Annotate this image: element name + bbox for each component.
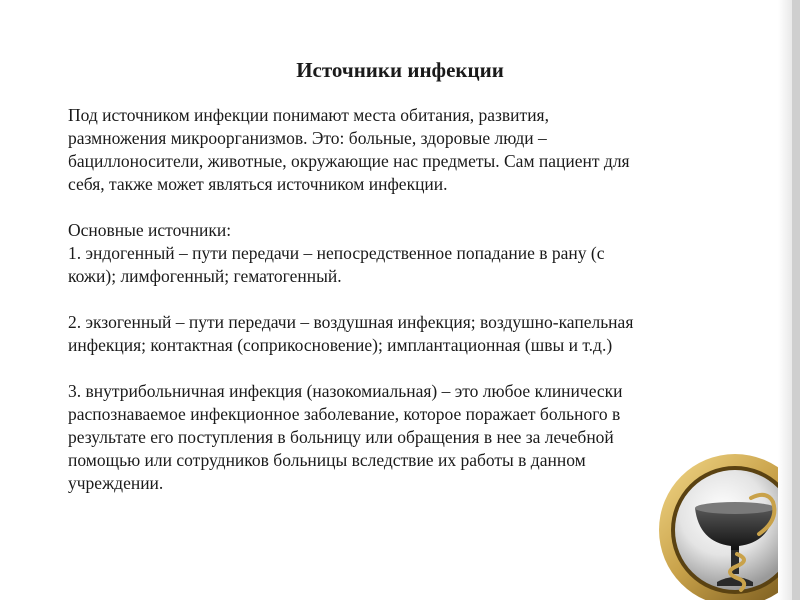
- item-3-line: 3. внутрибольничная инфекция (назокомиальная) – это любое клинически: [68, 381, 623, 401]
- item-3-block: [68, 380, 728, 495]
- intro-line: размножения микроорганизмов. Это: больные, здоровые люди –: [68, 128, 547, 148]
- paragraph-gap: [68, 357, 728, 380]
- intro-paragraph: [68, 104, 728, 196]
- intro-line: себя, также может являться источником инфекции.: [68, 174, 448, 194]
- paragraph-gap: [68, 196, 728, 219]
- intro-line: Под источником инфекции понимают места обитания, развития,: [68, 105, 549, 125]
- item-1-line: 1. эндогенный – пути передачи – непосредственное попадание в рану (с: [68, 243, 605, 263]
- bowl-of-hygieia-icon: [655, 450, 800, 600]
- item-3-line: результате его поступления в больницу или обращения в нее за лечебной: [68, 427, 614, 447]
- item-2-line: 2. экзогенный – пути передачи – воздушная инфекция; воздушно-капельная: [68, 312, 634, 332]
- item-2-line: инфекция; контактная (соприкосновение); имплантационная (швы и т.д.): [68, 335, 613, 355]
- item-1-line: кожи); лимфогенный; гематогенный.: [68, 266, 342, 286]
- paragraph-gap: [68, 288, 728, 311]
- main-sources-heading: Основные источники:: [68, 220, 232, 240]
- item-3-line: распознаваемое инфекционное заболевание, которое поражает больного в: [68, 404, 621, 424]
- item-2-block: [68, 311, 728, 357]
- item-3-line: учреждении.: [68, 473, 164, 493]
- slide-body: [68, 104, 728, 495]
- slide-title: Источники инфекции: [296, 58, 504, 82]
- main-sources-block: [68, 219, 728, 288]
- item-3-line: помощью или сотрудников больницы вследствие их работы в данном: [68, 450, 586, 470]
- intro-line: бациллоносители, животные, окружающие нас предметы. Сам пациент для: [68, 151, 630, 171]
